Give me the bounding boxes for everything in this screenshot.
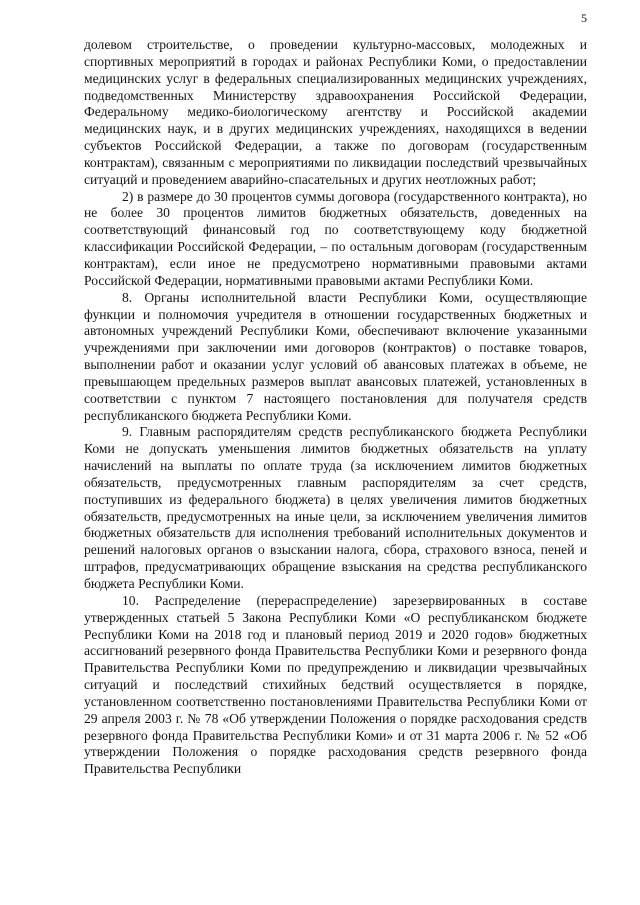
paragraph-continuation: долевом строительстве, о проведении культурно-массовых, молодежных и спортивных мероприятий в городах и районах Республики Коми, о предоставлении медицинских услуг в федеральных специализированных медицинских учреждениях, подведомственных Министерству здравоохранения Российской Федерации, Федеральному медико-биологическому агентству и Российской академии медицинских наук, и в других медицинских учреждениях, находящихся в ведении субъектов Российской Федерации, а также по договорам (государственным контрактам), связанным с мероприятиями по ликвидации последствий чрезвычайных ситуаций и проведением аварийно-спасательных и других неотложных работ; (84, 37, 587, 187)
paragraph-point-8: 8. Органы исполнительной власти Республики Коми, осуществляющие функции и полномочия учредителя в отношении государственных бюджетных и автономных учреждений Республики Коми, обеспечивают включение указанными учреждениями при заключении ими договоров (контрактов) о поставке товаров, выполнении работ и оказании услуг условий об авансовых платежах в объеме, не превышающем предельных размеров выплат авансовых платежей, установленных в соответствии с пунктом 7 настоящего постановления для получателя средств республиканского бюджета Республики Коми. (84, 289, 587, 423)
document-body (84, 37, 587, 778)
paragraph-point-10: 10. Распределение (перераспределение) зарезервированных в составе утвержденных статьей 5 Закона Республики Коми «О республиканском бюджете Республики Коми на 2018 год и плановый период 2019 и 2020 годов» бюджетных ассигнований резервного фонда Правительства Республики Коми и резервного фонда Правительства Республики Коми по предупреждению и ликвидации чрезвычайных ситуаций и последствий стихийных бедствий осуществляется в порядке, установленном соответственно постановлениями Правительства Республики Коми от 29 апреля 2003 г. № 78 «Об утверждении Положения о порядке расходования средств резервного фонда Правительства Республики Коми» и от 31 марта 2006 г. № 52 «Об утверждении Положения о порядке расходования средств резервного фонда Правительства Республики (84, 592, 587, 777)
paragraph-item-2: 2) в размере до 30 процентов суммы договора (государственного контракта), но не более 30 процентов лимитов бюджетных обязательств, доведенных на соответствующий финансовый год по соответствующему коду бюджетной классификации Российской Федерации, – по остальным договорам (государственным контрактам), если иное не предусмотрено нормативными правовыми актами Российской Федерации, нормативными правовыми актами Республики Коми. (84, 188, 587, 288)
paragraph-point-9: 9. Главным распорядителям средств республиканского бюджета Республики Коми не допускать уменьшения лимитов бюджетных обязательств на уплату начислений на выплаты по оплате труда (за исключением лимитов бюджетных обязательств, предусмотренных главным распорядителям за счет средств, поступивших из федерального бюджета) в целях увеличения лимитов бюджетных обязательств, предусмотренных на иные цели, за исключением увеличения лимитов бюджетных обязательств для исполнения требований исполнительных документов и решений налоговых органов о взыскании налога, сбора, страхового взноса, пеней и штрафов, предусматривающих обращение взыскания на средства республиканского бюджета Республики Коми. (84, 424, 587, 591)
page-number: 5 (581, 11, 587, 25)
